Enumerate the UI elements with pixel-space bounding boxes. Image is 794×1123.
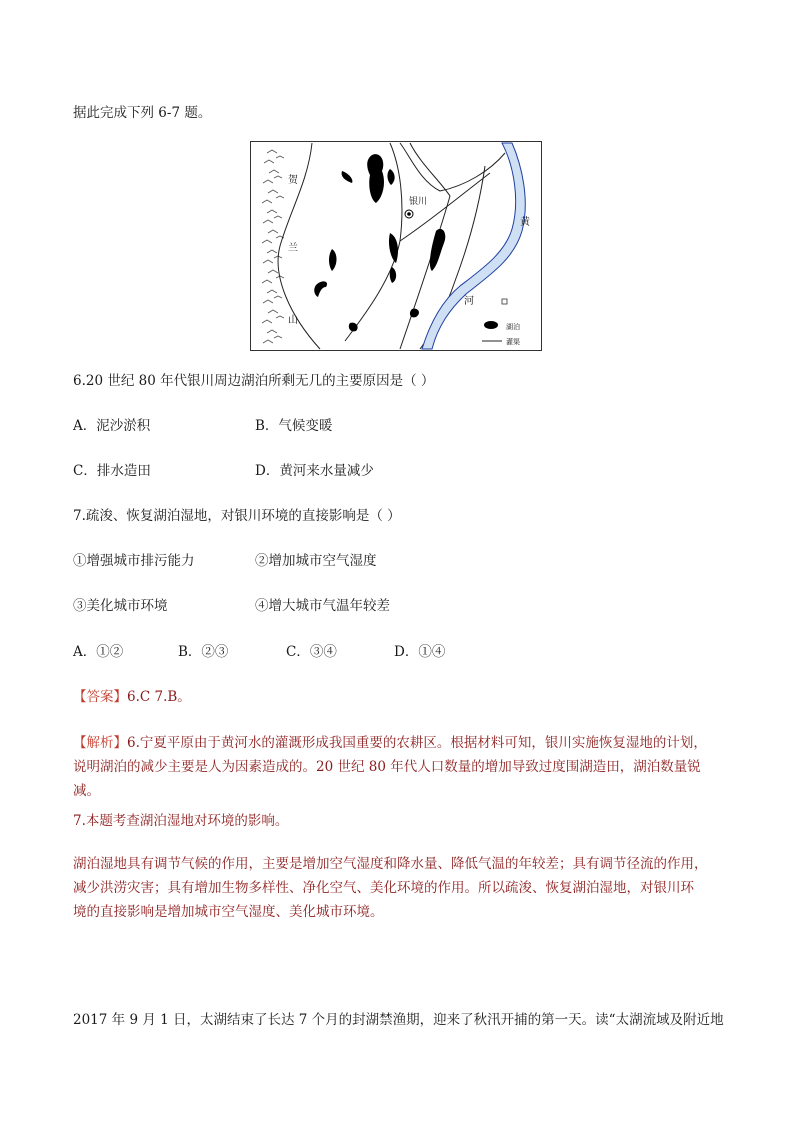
q7-option-d: D．①④ <box>394 644 446 660</box>
map-label-city: 银川 <box>409 197 428 207</box>
map-label-mountain-3: 山 <box>288 315 298 326</box>
q7-option-b: B．②③ <box>178 644 229 660</box>
intro-text: 据此完成下列 6-7 题。 <box>73 105 212 121</box>
map-label-river-1: 黄 <box>520 217 530 228</box>
q6-option-d: D．黄河来水量减少 <box>255 463 374 479</box>
analysis-tag: 【解析】 <box>73 735 127 751</box>
map-label-mountain-2: 兰 <box>288 243 298 254</box>
map-label-mountain-1: 贺 <box>288 175 298 186</box>
answer-line <box>73 688 191 706</box>
q7-item-1: ①增强城市排污能力 <box>73 553 195 569</box>
next-question-text: 2017 年 9 月 1 日，太湖结束了长达 7 个月的封湖禁渔期，迎来了秋汛开捕的第一天。读“太湖流域及附近地 <box>73 1012 724 1028</box>
q7-item-3: ③美化城市环境 <box>73 598 168 614</box>
analysis-p1: 【解析】6.宁夏平原由于黄河水的灌溉形成我国重要的农耕区。根据材料可知，银川实施恢复湿地的计划， <box>73 735 707 751</box>
analysis-p1b: 说明湖泊的减少主要是人为因素造成的。20 世纪 80 年代人口数量的增加导致过度围湖造田，湖泊数量锐减。 <box>73 759 701 799</box>
q7-option-a: A．①② <box>73 644 124 660</box>
yinchuan-lakes-map <box>250 141 542 351</box>
analysis-p3: 湖泊湿地具有调节气候的作用，主要是增加空气湿度和降水量、降低气温的年较差；具有调节径流的作用， 减少洪涝灾害；具有增加生物多样性、净化空气、美化环境的作用。所以疏浚、恢复湖泊湿地，对银川环 境的直接影响是增加城市空气湿度、美化城市环境。 <box>73 856 708 920</box>
north-marker <box>502 299 507 304</box>
legend-canal-label: 灌渠 <box>506 338 520 346</box>
q7-stem: 7.疏浚、恢复湖泊湿地，对银川环境的直接影响是（ ） <box>73 508 401 524</box>
legend-lake-label: 湖泊 <box>506 323 520 331</box>
answer-tag: 【答案】 <box>73 689 127 705</box>
q7-item-4: ④增大城市气温年较差 <box>255 598 390 614</box>
analysis-p2: 7.本题考查湖泊湿地对环境的影响。 <box>73 813 289 829</box>
q6-option-c: C．排水造田 <box>73 463 151 479</box>
q6-option-a: A．泥沙淤积 <box>73 418 151 434</box>
answer-text: 6.C 7.B。 <box>127 689 191 705</box>
q7-item-2: ②增加城市空气湿度 <box>255 553 377 569</box>
map-label-river-2: 河 <box>464 296 474 307</box>
q7-option-c: C．③④ <box>286 644 337 660</box>
analysis-block <box>73 731 723 803</box>
q6-option-b: B．气候变暖 <box>255 418 333 434</box>
q6-stem: 6.20 世纪 80 年代银川周边湖泊所剩无几的主要原因是（ ） <box>73 373 435 389</box>
